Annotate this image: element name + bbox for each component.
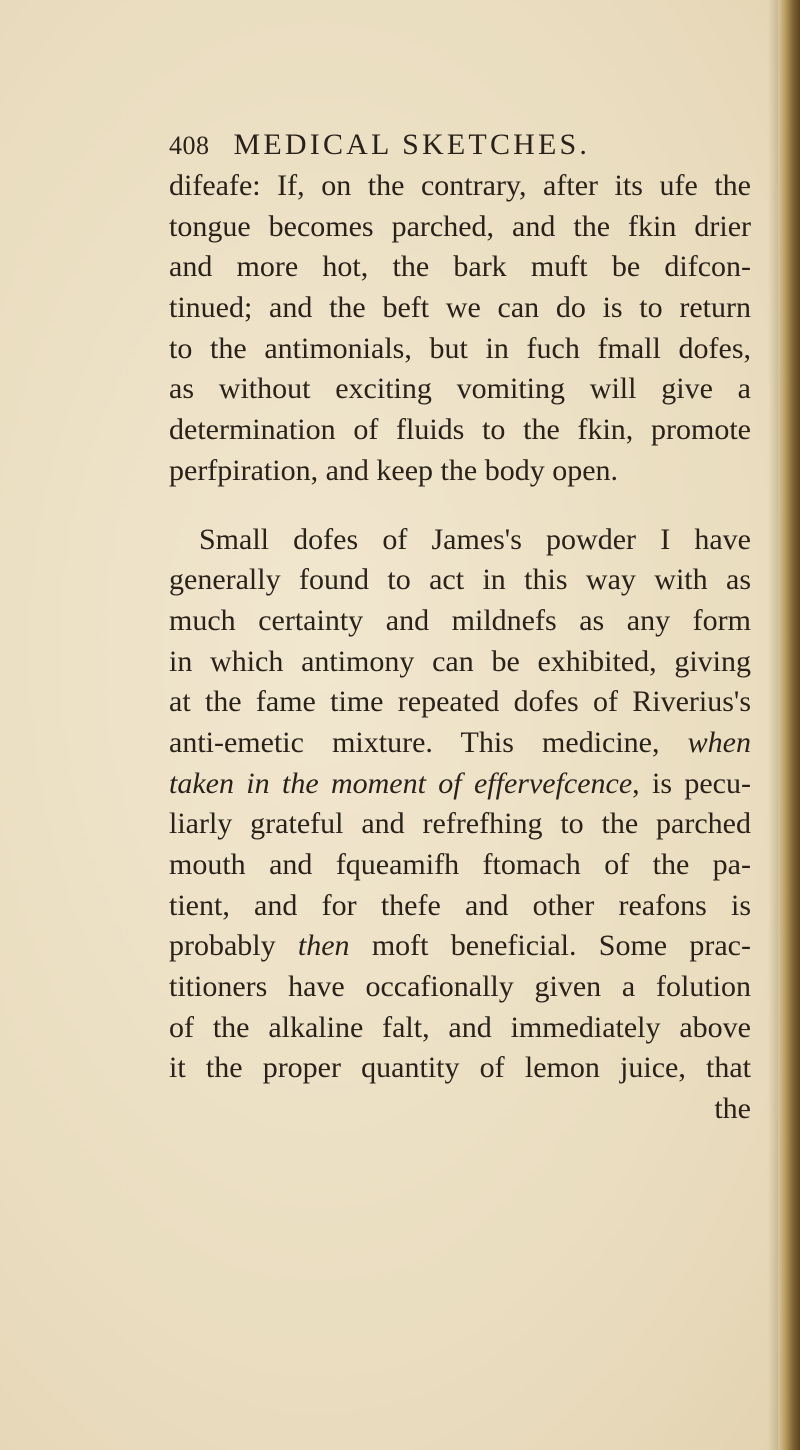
paragraph-1 [169,166,751,492]
paragraph-2 [169,520,751,1130]
text-line: titioners have occafionally given a folution [169,970,751,1004]
running-head: MEDICAL SKETCHES. [233,128,591,161]
text-segment: , is pecu- [632,766,751,800]
text-line: and more hot, the bark muft be difcon- [169,250,751,284]
italic-segment: taken in the moment of effervefcence [169,766,633,800]
text-line: of the alkaline falt, and immediately above [169,1010,751,1044]
text-line: determination of fluids to the fkin, promote [169,413,751,447]
text-line: mouth and fqueamifh ftomach of the pa- [169,848,751,881]
text-line: in which antimony can be exhibited, giving [169,644,751,678]
text-line: as without exciting vomiting will give a [169,372,751,406]
text-line-mixed [169,723,751,764]
text-line: much certainty and mildnefs as any form [169,603,751,637]
text-line: Small dofes of James's powder I have [199,522,751,556]
italic-segment: then [297,929,350,963]
text-line: it the proper quantity of lemon juice, that [169,1051,751,1085]
catchword: the [714,1092,751,1126]
text-segment: anti-emetic mixture. This medicine, [169,725,688,759]
text-line-mixed [169,926,751,967]
text-line: liarly grateful and refrefhing to the parched [169,807,751,841]
text-line: tongue becomes parched, and the fkin drier [169,209,751,243]
body-text [169,166,751,1130]
text-line: difeafe: If, on the contrary, after its ufe the [169,169,751,202]
paragraph-gap [169,492,751,520]
italic-segment: when [687,725,751,759]
text-segment: moft beneficial. Some prac- [349,929,751,963]
page-number: 408 [169,131,210,160]
text-line: tient, and for thefe and other reafons is [169,888,751,922]
text-line: at the fame time repeated dofes of Riverius's [169,685,751,719]
page-header [169,128,669,168]
text-line: to the antimonials, but in fuch fmall dofes, [169,331,751,365]
text-line-mixed [169,764,751,805]
text-line: generally found to act in this way with as [169,563,751,597]
text-segment: probably [169,929,298,963]
text-line: perfpiration, and keep the body open. [169,453,619,487]
book-binding-edge [778,0,800,1450]
text-line: tinued; and the beft we can do is to return [169,291,751,325]
